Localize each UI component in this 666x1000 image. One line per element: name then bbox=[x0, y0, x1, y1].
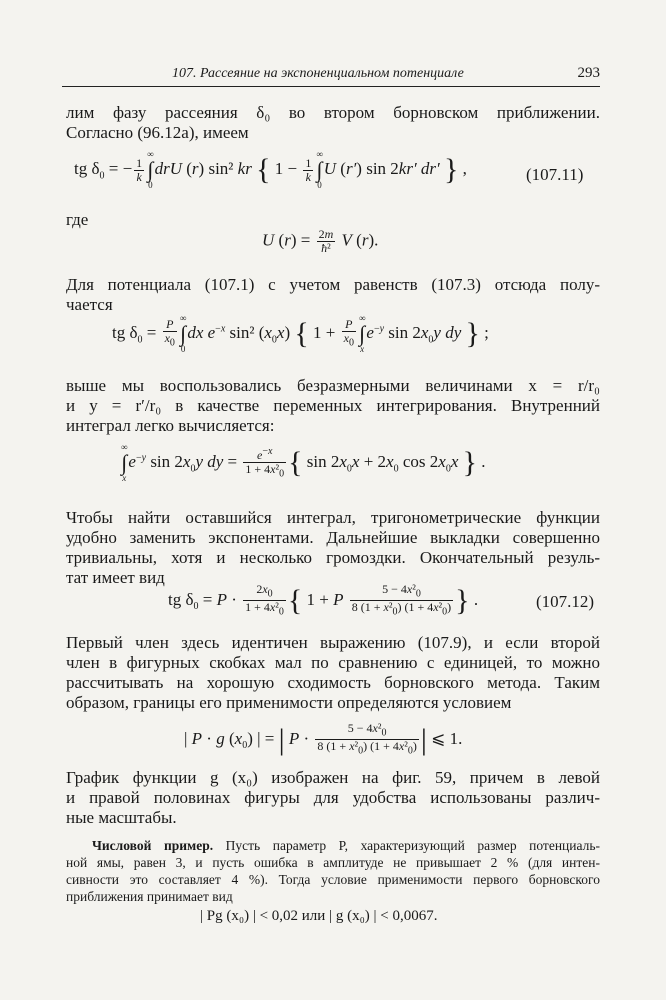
equation-label: (107.11) bbox=[526, 165, 584, 184]
text-line: рассчитывать на хорошую сходимость борновского метода. Таким bbox=[66, 673, 600, 692]
text-line: ные масштабы. bbox=[66, 808, 177, 827]
text-line: выше мы воспользовались безразмерными величинами x = r/r₀ bbox=[66, 376, 600, 395]
paragraph-5 bbox=[66, 633, 600, 713]
equation-label: (107.12) bbox=[536, 592, 595, 611]
text-line: лим фазу рассеяния δ₀ во втором борновском приближении. bbox=[66, 103, 600, 122]
text-line: Чтобы найти оставшийся интеграл, тригонометрические функции bbox=[66, 508, 600, 527]
page-number: 293 bbox=[577, 65, 600, 81]
equation-107-11: tg $\delta_0$ = − $\frac{1}{k}$ ∞ ∫ 0drU (r) sin² kr { 1 − $\frac{1}{k}$ ∞ ∫ 0U (r′) sin 2kr′ dr′ } , bbox=[74, 149, 467, 190]
text-line: образом, границы его применимости определяются условием bbox=[66, 693, 512, 712]
paragraph-6 bbox=[66, 768, 600, 828]
text-line: Согласно (96.12а), имеем bbox=[66, 123, 249, 142]
text-line: тривиальны, хотя и несколько громоздки. Окончательный резуль- bbox=[66, 548, 600, 567]
text-line: и y = r′/r₀ в качестве переменных интегрирования. Внутренний bbox=[66, 396, 600, 415]
text-line: График функции g (x₀) изображен на фиг. 59, причем в левой bbox=[66, 768, 600, 787]
equation-condition: | P · g $(x_0)$ | = | P · $\frac{5 - 4x^2_0}{8 (1 + x^2_0) (1 + 4x^2_0)}$ | ⩽ 1. bbox=[184, 721, 463, 757]
text-line: и правой половинах фигуры для удобства использованы различ- bbox=[66, 788, 600, 807]
running-header bbox=[62, 62, 600, 87]
where-word: где bbox=[66, 210, 89, 229]
note-lead: Числовой пример. bbox=[92, 838, 214, 853]
paragraph-1 bbox=[66, 103, 600, 143]
paragraph-3 bbox=[66, 376, 600, 436]
equation-inner-integral: ∞ ∫ $xe^{-y}$ $\sin 2x_0y$ dy = $\frac{e^{-x}}{1 + 4x^2_0}$ { $\sin 2x_0x + 2x_0$ $\cos 2x_0x$ } . bbox=[121, 442, 486, 483]
paragraph-2 bbox=[66, 275, 600, 315]
text-line: тат имеет вид bbox=[66, 568, 165, 587]
text-line: удобно заменить экспонентами. Дальнейшие выкладки совершенно bbox=[66, 528, 600, 547]
note-line-1 bbox=[92, 837, 600, 854]
text-line: Первый член здесь идентичен выражению (107.9), и если второй bbox=[66, 633, 600, 652]
text-line: Для потенциала (107.1) с учетом равенств (107.3) отсюда полу- bbox=[66, 275, 600, 294]
note-line: ной ямы, равен 3, и пусть ошибка в амплитуде не привышает 2 % (для интен- bbox=[66, 855, 600, 870]
numerical-example-note bbox=[92, 837, 600, 854]
note-line: приближения принимает вид bbox=[66, 889, 233, 904]
equation-u-r: U (r) = $\frac{2m}{\text{ħ²}}$ V (r). bbox=[262, 227, 379, 255]
equation-107-12: tg $\delta_0 = P$ · $\frac{2x_0}{1 + 4x^2_0}$ { 1 + P $\frac{5 - 4x^2_0}{8 (1 + x^2_0) (1 + 4x^2_0)}$ } . bbox=[168, 582, 479, 618]
numerical-example-body bbox=[66, 854, 600, 905]
text-line: интеграл легко вычисляется: bbox=[66, 416, 275, 435]
text-line: чается bbox=[66, 295, 113, 314]
note-text: Пусть параметр P, характеризующий размер потенциаль- bbox=[213, 838, 600, 853]
equation-tg-delta: tg $\delta_0$ = $\frac{P}{x_0}$ ∞ ∫ 0dx $e^{-x}$ sin² $(x_0x)$ { 1 + $\frac{P}{x_0}$ ∞ ∫ $xe^{-y}$ $\sin 2x_0y$ dy } ; bbox=[112, 313, 489, 354]
note-formula: | Pg (x₀) | < 0,02 или | g (x₀) | < 0,0067. bbox=[200, 908, 438, 924]
running-header-title: 107. Рассеяние на экспоненциальном потенциале bbox=[172, 66, 464, 81]
text-line: член в фигурных скобках мал по сравнению с единицей, то можно bbox=[66, 653, 600, 672]
note-line: сивности это составляет 4 %). Тогда условие применимости первого борновского bbox=[66, 872, 600, 887]
paragraph-4 bbox=[66, 508, 600, 588]
